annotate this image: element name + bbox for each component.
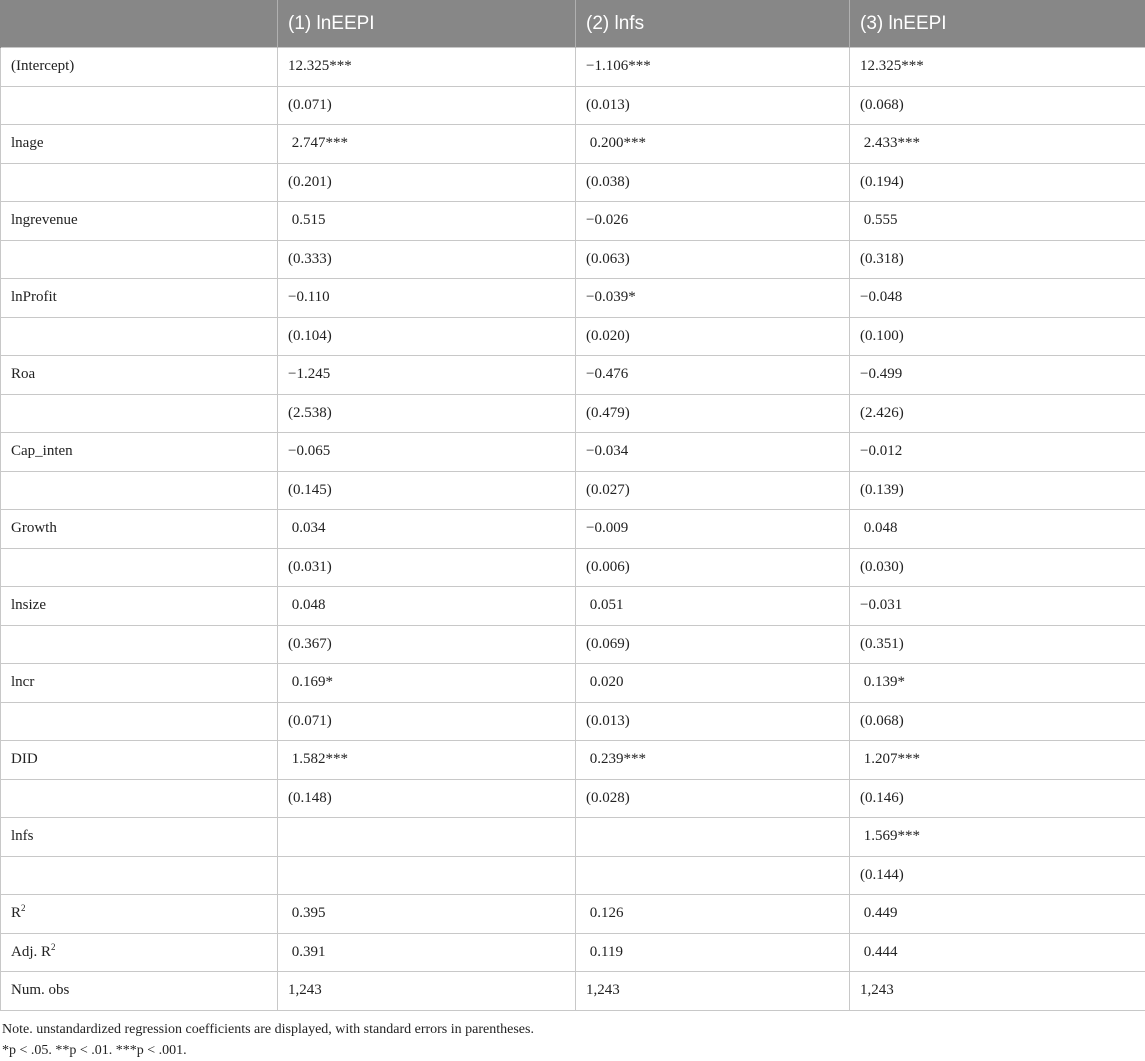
value-cell: 0.119 xyxy=(576,933,850,972)
value-cell: 0.515 xyxy=(278,202,576,241)
row-label xyxy=(1,163,278,202)
value-cell: (0.144) xyxy=(850,856,1145,895)
table-row xyxy=(1,895,1145,934)
table-row xyxy=(1,510,1145,549)
row-label: Cap_inten xyxy=(1,433,278,472)
value-cell: (0.194) xyxy=(850,163,1145,202)
value-cell: 2.433*** xyxy=(850,125,1145,164)
value-cell: −1.245 xyxy=(278,356,576,395)
row-label: lnProfit xyxy=(1,279,278,318)
value-cell: (0.071) xyxy=(278,86,576,125)
value-cell: 2.747*** xyxy=(278,125,576,164)
value-cell: (0.479) xyxy=(576,394,850,433)
value-cell: (0.068) xyxy=(850,702,1145,741)
value-cell: −0.110 xyxy=(278,279,576,318)
header-row xyxy=(1,0,1145,48)
row-label: lngrevenue xyxy=(1,202,278,241)
table-row xyxy=(1,163,1145,202)
value-cell xyxy=(576,818,850,857)
table-row xyxy=(1,433,1145,472)
value-cell: 1.207*** xyxy=(850,741,1145,780)
note-line: Note. unstandardized regression coefficients are displayed, with standard errors in parentheses. xyxy=(2,1019,1143,1040)
value-cell: 12.325*** xyxy=(278,48,576,87)
table-row xyxy=(1,933,1145,972)
value-cell: (0.146) xyxy=(850,779,1145,818)
value-cell: (0.201) xyxy=(278,163,576,202)
value-cell: 0.395 xyxy=(278,895,576,934)
value-cell: 0.555 xyxy=(850,202,1145,241)
table-row xyxy=(1,202,1145,241)
row-label: lncr xyxy=(1,664,278,703)
row-label: lnfs xyxy=(1,818,278,857)
value-cell: 0.139* xyxy=(850,664,1145,703)
value-cell: 0.239*** xyxy=(576,741,850,780)
row-label xyxy=(1,856,278,895)
value-cell: 1,243 xyxy=(278,972,576,1011)
row-label xyxy=(1,240,278,279)
value-cell: (0.333) xyxy=(278,240,576,279)
table-row xyxy=(1,471,1145,510)
header-cell-2: (2) lnfs xyxy=(576,0,850,48)
value-cell: (0.068) xyxy=(850,86,1145,125)
row-label xyxy=(1,702,278,741)
value-cell: −0.476 xyxy=(576,356,850,395)
row-label: lnsize xyxy=(1,587,278,626)
value-cell: (0.027) xyxy=(576,471,850,510)
value-cell: −0.034 xyxy=(576,433,850,472)
value-cell: (0.020) xyxy=(576,317,850,356)
value-cell: (0.038) xyxy=(576,163,850,202)
value-cell: −0.048 xyxy=(850,279,1145,318)
value-cell: 0.169* xyxy=(278,664,576,703)
value-cell: (0.100) xyxy=(850,317,1145,356)
value-cell: 1.569*** xyxy=(850,818,1145,857)
value-cell: 12.325*** xyxy=(850,48,1145,87)
value-cell: 1,243 xyxy=(850,972,1145,1011)
value-cell: −0.012 xyxy=(850,433,1145,472)
value-cell: (0.148) xyxy=(278,779,576,818)
value-cell: (0.013) xyxy=(576,702,850,741)
table-row xyxy=(1,741,1145,780)
value-cell: (0.028) xyxy=(576,779,850,818)
table-row xyxy=(1,240,1145,279)
row-label xyxy=(1,779,278,818)
row-label: Adj. $R^2$ xyxy=(1,933,278,972)
table-row xyxy=(1,279,1145,318)
value-cell: (2.426) xyxy=(850,394,1145,433)
value-cell: (0.063) xyxy=(576,240,850,279)
row-label xyxy=(1,317,278,356)
value-cell: −1.106*** xyxy=(576,48,850,87)
value-cell: −0.031 xyxy=(850,587,1145,626)
table-row xyxy=(1,972,1145,1011)
value-cell xyxy=(278,856,576,895)
value-cell: −0.009 xyxy=(576,510,850,549)
row-label xyxy=(1,394,278,433)
value-cell: 0.444 xyxy=(850,933,1145,972)
value-cell: 0.126 xyxy=(576,895,850,934)
table-notes xyxy=(0,1011,1145,1061)
value-cell: (0.318) xyxy=(850,240,1145,279)
value-cell: −0.499 xyxy=(850,356,1145,395)
value-cell: (2.538) xyxy=(278,394,576,433)
row-label: Num. obs xyxy=(1,972,278,1011)
value-cell: (0.006) xyxy=(576,548,850,587)
table-row xyxy=(1,48,1145,87)
value-cell: (0.351) xyxy=(850,625,1145,664)
superscript-two: 2 xyxy=(21,903,26,913)
value-cell: −0.065 xyxy=(278,433,576,472)
value-cell xyxy=(278,818,576,857)
header-cell-0 xyxy=(1,0,278,48)
table-row xyxy=(1,394,1145,433)
value-cell: 1.582*** xyxy=(278,741,576,780)
superscript-two: 2 xyxy=(51,942,56,952)
value-cell: 0.048 xyxy=(850,510,1145,549)
row-label: lnage xyxy=(1,125,278,164)
row-label xyxy=(1,548,278,587)
value-cell: (0.071) xyxy=(278,702,576,741)
value-cell: (0.069) xyxy=(576,625,850,664)
row-label xyxy=(1,625,278,664)
table-row xyxy=(1,86,1145,125)
header-cell-3: (3) lnEEPI xyxy=(850,0,1145,48)
value-cell: (0.145) xyxy=(278,471,576,510)
value-cell: 0.391 xyxy=(278,933,576,972)
significance-legend: *p < .05. **p < .01. ***p < .001. xyxy=(2,1040,1143,1061)
value-cell: 0.200*** xyxy=(576,125,850,164)
value-cell: (0.367) xyxy=(278,625,576,664)
row-label: $R^2$ xyxy=(1,895,278,934)
value-cell: 0.020 xyxy=(576,664,850,703)
row-label: DID xyxy=(1,741,278,780)
value-cell: 0.048 xyxy=(278,587,576,626)
value-cell: 1,243 xyxy=(576,972,850,1011)
value-cell: (0.031) xyxy=(278,548,576,587)
table-row xyxy=(1,818,1145,857)
value-cell: −0.026 xyxy=(576,202,850,241)
table-row xyxy=(1,856,1145,895)
table-row xyxy=(1,356,1145,395)
table-row xyxy=(1,587,1145,626)
table-row xyxy=(1,625,1145,664)
value-cell: 0.051 xyxy=(576,587,850,626)
value-cell: 0.449 xyxy=(850,895,1145,934)
header-cell-1: (1) lnEEPI xyxy=(278,0,576,48)
value-cell: (0.139) xyxy=(850,471,1145,510)
value-cell: 0.034 xyxy=(278,510,576,549)
value-cell xyxy=(576,856,850,895)
table-row xyxy=(1,125,1145,164)
table-row xyxy=(1,548,1145,587)
value-cell: (0.013) xyxy=(576,86,850,125)
table-row xyxy=(1,664,1145,703)
value-cell: (0.104) xyxy=(278,317,576,356)
table-row xyxy=(1,702,1145,741)
row-label: Roa xyxy=(1,356,278,395)
table-row xyxy=(1,779,1145,818)
row-label: Growth xyxy=(1,510,278,549)
row-label: (Intercept) xyxy=(1,48,278,87)
table-row xyxy=(1,317,1145,356)
value-cell: (0.030) xyxy=(850,548,1145,587)
row-label xyxy=(1,471,278,510)
value-cell: −0.039* xyxy=(576,279,850,318)
row-label xyxy=(1,86,278,125)
